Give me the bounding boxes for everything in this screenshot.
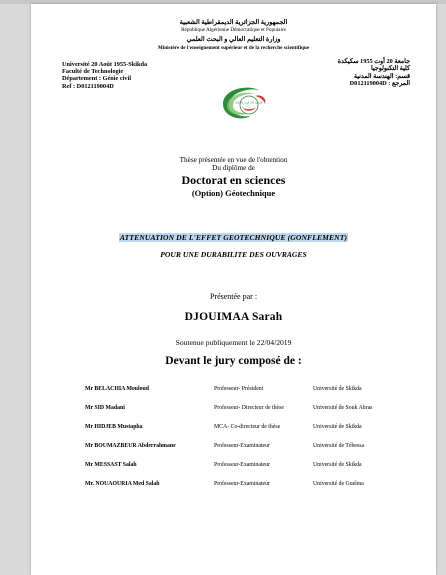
jury-member-role: Professeur- Directeur de thèse <box>214 405 284 411</box>
jury-list <box>85 386 430 500</box>
jury-row <box>85 462 430 481</box>
department-name-arabic: قسم: الهندسة المدنية <box>353 72 410 80</box>
jury-member-university: Université de Tébessa <box>313 443 365 449</box>
document-page <box>31 4 436 575</box>
jury-member-name: Mr BOUMAZBEUR Abderrahmane <box>85 443 176 449</box>
jury-member-name: Mr BELACHIA Mouloud <box>85 386 149 392</box>
header-arabic-ministry: وزارة التعليم العالي و البحث العلمي <box>186 36 281 43</box>
jury-member-role: Professeur- Président <box>214 386 264 392</box>
jury-row <box>85 424 430 443</box>
jury-member-university: Université de Skikda <box>313 386 362 392</box>
thesis-title-line2: POUR UNE DURABILITE DES OUVRAGES <box>160 250 307 259</box>
university-info-arabic <box>338 58 410 88</box>
jury-row <box>85 405 430 424</box>
reference-number: Ref : D012119004D <box>62 82 114 90</box>
highlighted-title-text[interactable]: ATTENUATION DE L'EFFET GEOTECHNIQUE (GONFLEMENT) <box>119 233 348 242</box>
jury-member-name: Mr HIDJEB Mustapha <box>85 424 143 430</box>
thesis-intro-line2: Du diplôme de <box>212 164 255 173</box>
jury-member-name: Mr MESSAST Salah <box>85 462 137 468</box>
jury-member-role: Professeur-Examinateur <box>214 481 270 487</box>
jury-row <box>85 386 430 405</box>
department-name: Département : Génie civil <box>62 75 132 83</box>
faculty-name: Faculté de Technologie <box>62 68 124 76</box>
university-info-french <box>62 61 147 90</box>
university-name: Université 20 Août 1955-Skikda <box>62 61 148 68</box>
jury-member-name: Mr SID Madani <box>85 405 125 411</box>
jury-member-role: Professeur-Examinateur <box>214 462 270 468</box>
presented-by-label: Présentée par : <box>209 292 258 301</box>
university-name-arabic: جامعة 20 أوت 1955 سكيكدة <box>337 58 410 65</box>
jury-member-university: Université de Souk Ahras <box>313 405 373 411</box>
author-name: DJOUIMAA Sarah <box>184 311 283 323</box>
jury-row <box>85 481 430 500</box>
thesis-title-line1 <box>31 233 436 242</box>
jury-member-role: MCA- Co-directeur de thèse <box>214 424 281 430</box>
thesis-intro <box>31 156 436 173</box>
header-arabic-republic: الجمهورية الجزائرية الديمقراطية الشعبية <box>179 19 288 26</box>
jury-member-role: Professeur-Examinateur <box>214 443 270 449</box>
reference-number-arabic: D012119004D : المرجع <box>349 80 410 88</box>
jury-row <box>85 443 430 462</box>
jury-member-university: Université de Skikda <box>313 424 362 430</box>
university-logo <box>215 82 277 122</box>
header-french-ministry: Ministère de l'enseignement supérieur et de la recherche scientifique <box>157 45 310 51</box>
logo-emblem-icon <box>215 82 277 122</box>
defense-date: Soutenue publiquement le 22/04/2019 <box>175 338 292 347</box>
jury-member-name: Mr. NOUAOURIA Med Salah <box>85 481 160 487</box>
degree-option: (Option) Géotechnique <box>191 188 276 198</box>
header-french-republic: République Algérienne Démocratique et Populaire <box>181 27 286 33</box>
faculty-name-arabic: كلية التكنولوجيا <box>370 65 410 73</box>
svg-text:جامعة 20 أوت 1955: جامعة 20 أوت 1955 <box>235 100 263 105</box>
jury-member-university: Université de Skikda <box>313 462 362 468</box>
jury-heading: Devant le jury composé de : <box>165 355 302 367</box>
thesis-intro-line1: Thèse présentée en vue de l'obtention <box>179 156 288 164</box>
degree-title: Doctorat en sciences <box>181 173 286 187</box>
jury-member-university: Université de Guelma <box>313 481 364 487</box>
